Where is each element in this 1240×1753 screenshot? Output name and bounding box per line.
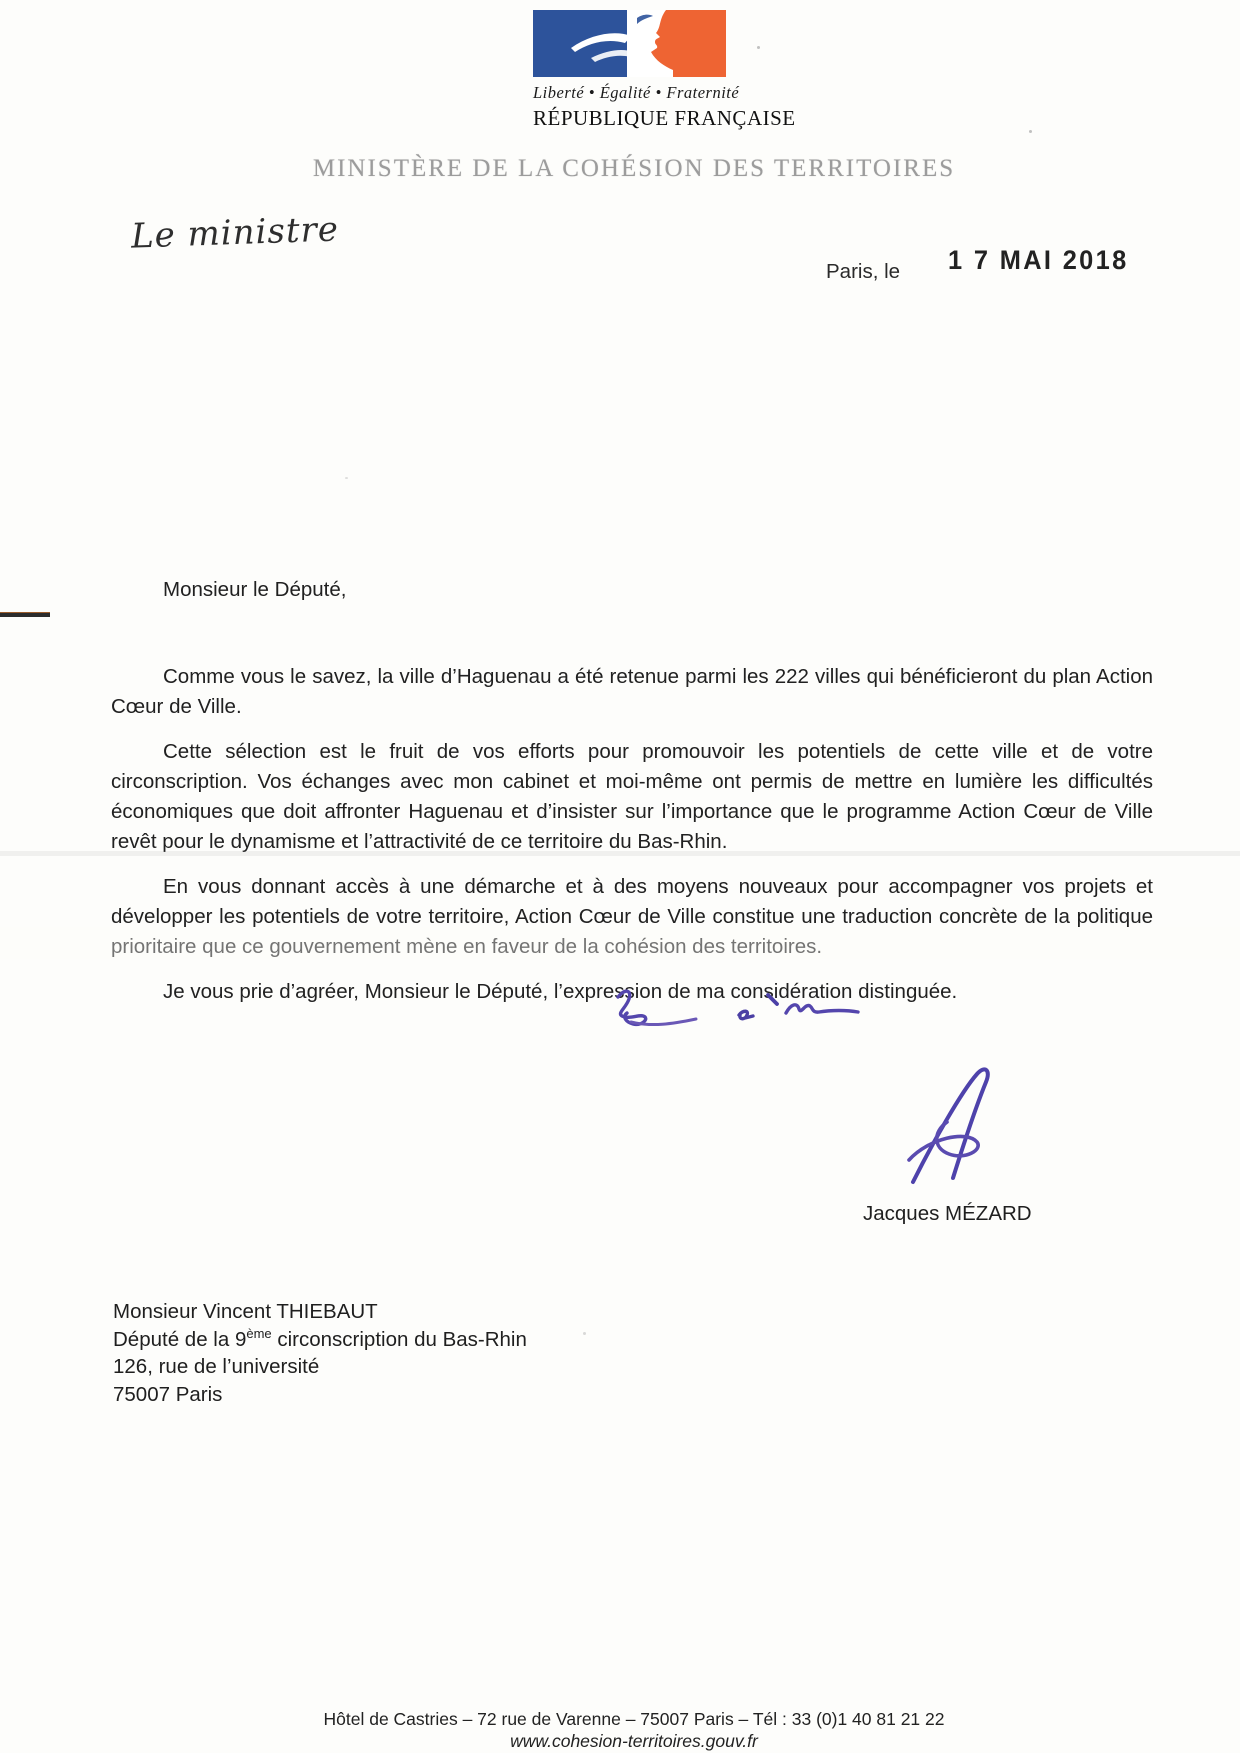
- scan-speck: [757, 46, 760, 49]
- marianne-flag-icon: [533, 10, 726, 77]
- letter-body: [111, 575, 1153, 1007]
- motto-liberte-egalite-fraternite: Liberté • Égalité • Fraternité: [533, 83, 740, 102]
- republique-francaise-label: RÉPUBLIQUE FRANÇAISE: [533, 106, 796, 130]
- recipient-address: [113, 1298, 527, 1408]
- ordinal-superscript: ème: [246, 1325, 272, 1341]
- recipient-city: 75007 Paris: [113, 1382, 223, 1406]
- date-stamp: 1 7 MAI 2018: [948, 245, 1129, 275]
- signer-name: Jacques MÉZARD: [863, 1202, 1032, 1225]
- paragraph-3: En vous donnant accès à une démarche et à des moyens nouveaux pour accompagner vos projets et développer les potentiels de votre territoire, Action Cœur de Ville constitue une traduction concrète de la politique prioritaire que ce gouvernement mène en faveur de la cohésion des territoires.: [111, 875, 1153, 958]
- ministry-heading: MINISTÈRE DE LA COHÉSION DES TERRITOIRES: [312, 155, 956, 182]
- scan-streak-artifact: [0, 851, 1240, 856]
- paragraph-1: Comme vous le savez, la ville d’Haguenau a été retenue parmi les 222 villes qui bénéficieront du plan Action Cœur de Ville.: [111, 665, 1153, 718]
- paragraph-4: Je vous prie d’agréer, Monsieur le Député, l’expression de ma considération distinguée.: [163, 980, 958, 1003]
- scan-speck: [1029, 130, 1032, 133]
- sender-title-script: Le ministre: [130, 209, 340, 257]
- recipient-name: Monsieur Vincent THIEBAUT: [113, 1300, 378, 1323]
- republique-francaise-logo: [533, 10, 796, 131]
- dateline-place: Paris, le: [826, 260, 901, 283]
- footer-website: www.cohesion-territoires.gouv.fr: [510, 1731, 758, 1751]
- scan-speck: [345, 477, 348, 479]
- signature-ink: [893, 1062, 1005, 1190]
- scan-speck: [583, 1332, 586, 1335]
- recipient-title: Député de la 9ème circonscription du Bas-Rhin: [113, 1325, 527, 1351]
- salutation: Monsieur le Député,: [163, 578, 347, 601]
- left-margin-dash-artifact: [0, 612, 50, 617]
- recipient-street: 126, rue de l’université: [113, 1355, 320, 1378]
- handwritten-note-ink: [600, 983, 870, 1045]
- paragraph-2: Cette sélection est le fruit de vos efforts pour promouvoir les potentiels de cette ville et de votre circonscription. Vos échanges avec mon cabinet et moi-même ont permis de mettre en lumière les difficultés économiques que doit affronter Haguenau et d’insister sur l’importance que le programme Action Cœur de Ville revêt pour le dynamisme et l’attractivité de ce territoire du Bas-Rhin.: [111, 740, 1153, 853]
- footer-address: Hôtel de Castries – 72 rue de Varenne – 75007 Paris – Tél : 33 (0)1 40 81 21 22: [323, 1709, 945, 1729]
